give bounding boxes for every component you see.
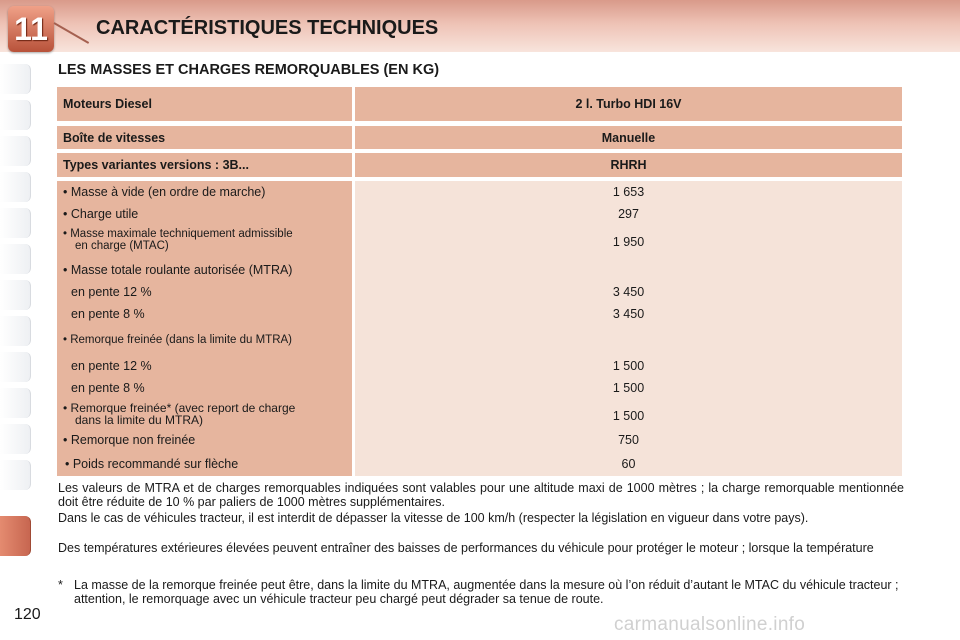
- table-header-row: [57, 87, 902, 121]
- row-value: [355, 329, 902, 351]
- row-value: 1 500: [612, 359, 645, 373]
- header-label: Boîte de vitesses: [57, 126, 352, 149]
- chapter-tab[interactable]: [0, 100, 31, 130]
- section-title: LES MASSES ET CHARGES REMORQUABLES (EN KG): [58, 62, 440, 78]
- chapter-badge: [8, 6, 54, 52]
- table-row: [57, 429, 902, 451]
- page-title: CARACTÉRISTIQUES TECHNIQUES: [96, 17, 439, 39]
- row-label: [57, 401, 352, 431]
- row-label: • Remorque freinée (dans la limite du MTRA): [63, 334, 293, 346]
- header-value: RHRH: [355, 153, 902, 177]
- table-row: [57, 453, 902, 475]
- chapter-tab[interactable]: [0, 280, 31, 310]
- chapter-tab[interactable]: [0, 388, 31, 418]
- row-label-line: dans la limite du MTRA): [75, 413, 204, 427]
- chapter-tab[interactable]: [0, 460, 31, 490]
- watermark: carmanualsonline.info: [614, 614, 806, 635]
- row-label: • Poids recommandé sur flèche: [65, 457, 239, 471]
- table-row: [57, 181, 902, 203]
- chapter-tab[interactable]: [0, 424, 31, 454]
- table-row: [57, 281, 902, 303]
- row-label-line: en charge (MTAC): [75, 240, 169, 252]
- row-label: • Remorque non freinée: [63, 433, 196, 447]
- row-value: 750: [618, 433, 639, 447]
- row-label: • Masse à vide (en ordre de marche): [63, 185, 266, 199]
- note-paragraph: Dans le cas de véhicules tracteur, il est interdit de dépasser la vitesse de 100 km/h (respecter la législation en vigueur dans votre pays).: [58, 511, 809, 525]
- row-label: en pente 12 %: [71, 359, 152, 373]
- row-label: en pente 8 %: [71, 307, 145, 321]
- row-value: 1 500: [612, 381, 645, 395]
- chapter-tab[interactable]: [0, 136, 31, 166]
- chapter-tab[interactable]: [0, 208, 31, 238]
- chapter-tab[interactable]: [0, 64, 31, 94]
- chapter-number: 11: [14, 10, 48, 47]
- row-value: 3 450: [612, 307, 645, 321]
- table-row: [57, 329, 902, 351]
- chapter-tab[interactable]: [0, 316, 31, 346]
- header-label: Types variantes versions : 3B...: [57, 153, 352, 177]
- row-value: 1 500: [612, 409, 645, 423]
- header-value: Manuelle: [355, 126, 902, 149]
- table-header-row: [57, 126, 902, 149]
- row-label-line: • Masse maximale techniquement admissible: [63, 228, 293, 240]
- row-value: 1 653: [612, 185, 645, 199]
- row-label-line: • Remorque freinée* (avec report de charge: [63, 401, 296, 415]
- chapter-tab[interactable]: [0, 352, 31, 382]
- table-row: [57, 303, 902, 325]
- footnote-marker: *: [58, 578, 63, 592]
- chapter-tab[interactable]: [0, 244, 31, 274]
- row-value: 297: [618, 207, 639, 221]
- row-label: • Charge utile: [63, 207, 139, 221]
- table-row: [57, 355, 902, 377]
- note-paragraph: Des températures extérieures élevées peuvent entraîner des baisses de performances du véhicule pour protéger le moteur ; lorsque la température: [58, 541, 874, 555]
- table-row: [57, 227, 902, 257]
- row-label: • Masse totale roulante autorisée (MTRA): [63, 263, 293, 277]
- chapter-tab[interactable]: [0, 172, 31, 202]
- table-row: [57, 259, 902, 281]
- row-value: 1 950: [612, 235, 645, 249]
- table-row: [57, 401, 902, 431]
- header-value: 2 l. Turbo HDI 16V: [355, 87, 902, 121]
- row-value: [355, 259, 902, 281]
- row-label: en pente 8 %: [71, 381, 145, 395]
- header-label: Moteurs Diesel: [57, 87, 352, 121]
- table-row: [57, 377, 902, 399]
- chapter-tab-active[interactable]: [0, 516, 31, 556]
- row-value: 3 450: [612, 285, 645, 299]
- row-value: 60: [621, 457, 636, 471]
- note-paragraph: Les valeurs de MTRA et de charges remorquables indiquées sont valables pour une altitude maxi de 1000 mètres ; la charge remorquable mentionnée doit être réduite de 10 % par paliers de 1000 mètres supplémentaires.: [58, 481, 904, 509]
- page-number: 120: [14, 606, 41, 623]
- table-row: [57, 203, 902, 225]
- row-label: en pente 12 %: [71, 285, 152, 299]
- table-header-row: [57, 153, 902, 177]
- footnote-text: La masse de la remorque freinée peut être, dans la limite du MTRA, augmentée dans la mesure où l’on réduit d’autant le MTAC du véhicule tracteur ; attention, le remorquage avec un véhicule tracteur peu chargé peut dégrader sa tenue de route.: [74, 578, 899, 606]
- row-label: [57, 227, 352, 257]
